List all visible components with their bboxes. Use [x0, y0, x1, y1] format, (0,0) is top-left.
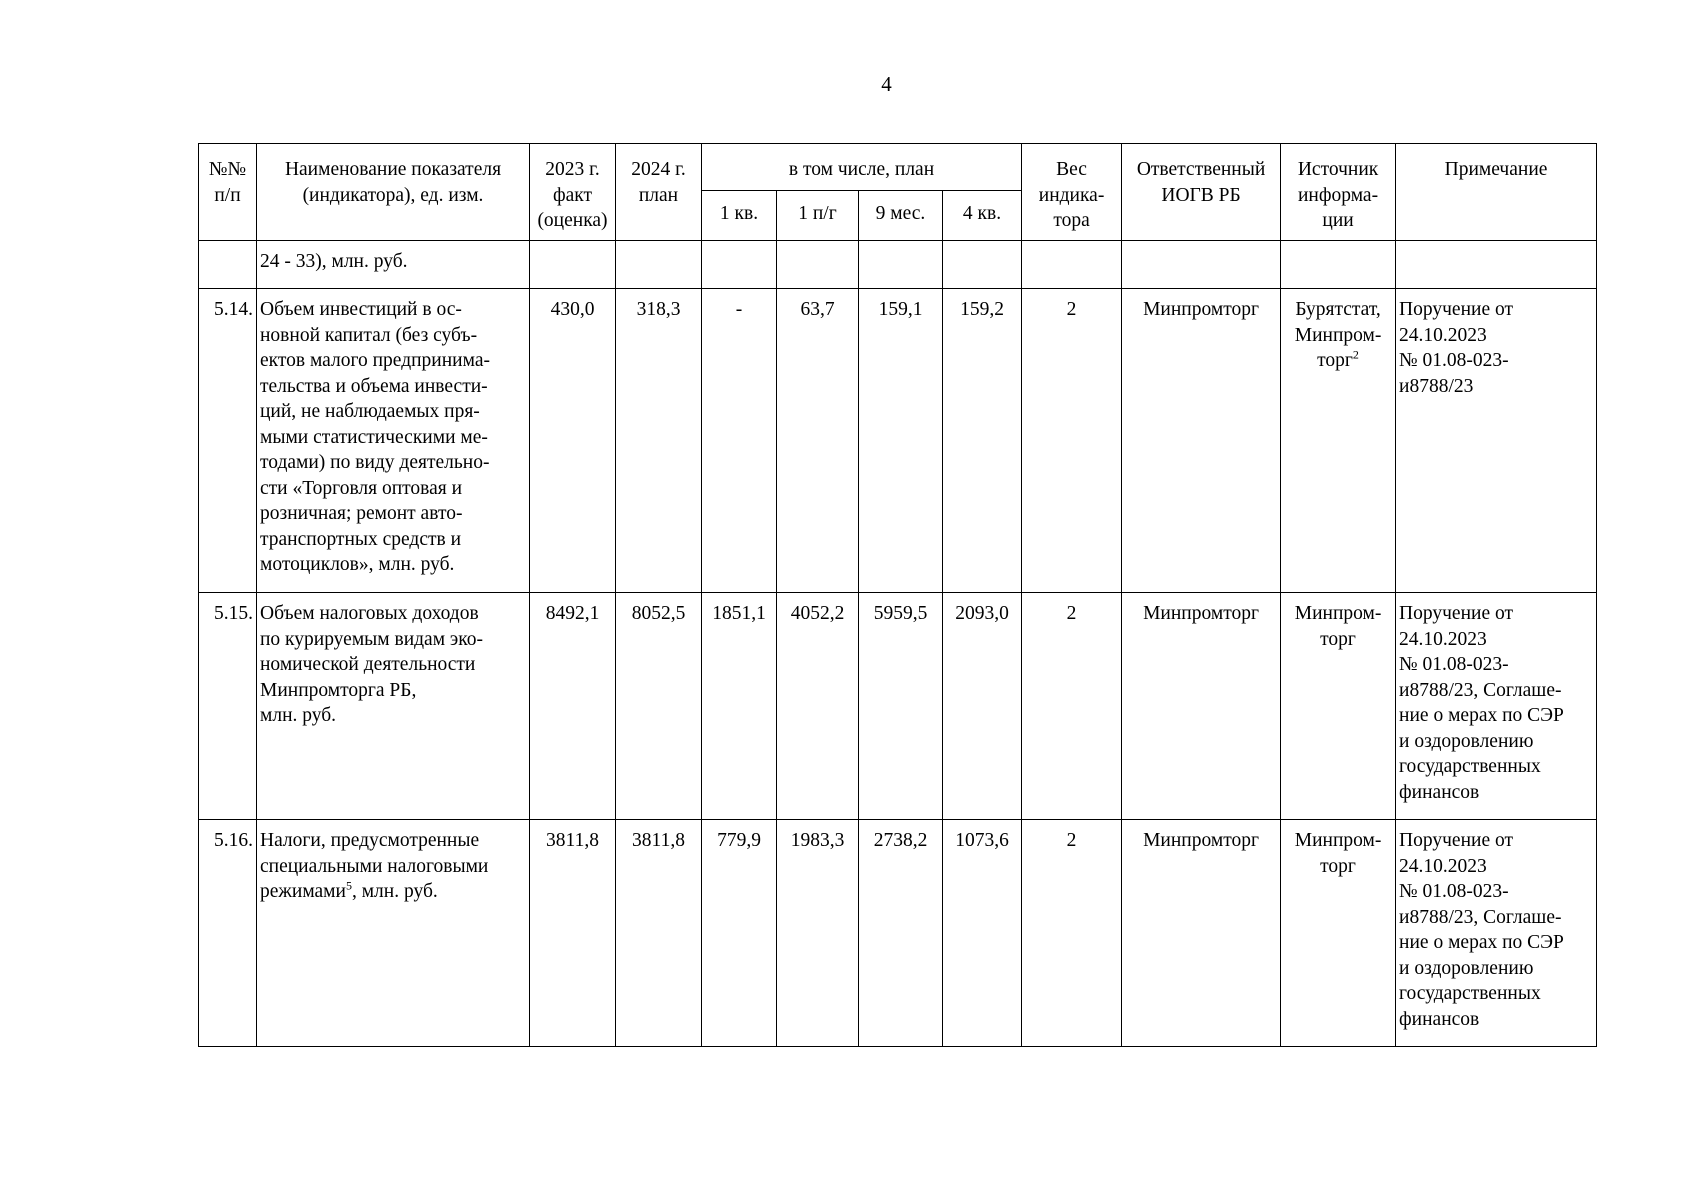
- header-including-plan: в том числе, план: [702, 144, 1022, 191]
- cell-q4: 1073,6: [943, 820, 1022, 1047]
- cell-num: 5.16.: [199, 820, 257, 1047]
- cell-9m: 2738,2: [859, 820, 943, 1047]
- header-plan-2024: 2024 г. план: [616, 144, 702, 241]
- cell-q1: 779,9: [702, 820, 777, 1047]
- cell-fact-2023: 8492,1: [530, 593, 616, 820]
- table-header-row: [199, 144, 1597, 191]
- table-row-continuation: [199, 241, 1597, 289]
- cell-9m: 159,1: [859, 289, 943, 593]
- name-text: Налоги, предусмотренные специальными налоговыми режимами: [260, 830, 489, 902]
- cell-name: [257, 820, 530, 1047]
- cell-plan-2024: 318,3: [616, 289, 702, 593]
- cell-empty: [943, 241, 1022, 289]
- header-num: №№ п/п: [199, 144, 257, 241]
- cell-h1: 63,7: [777, 289, 859, 593]
- cell-q4: 159,2: [943, 289, 1022, 593]
- cell-q4: 2093,0: [943, 593, 1022, 820]
- footnote-mark: 5: [345, 878, 352, 893]
- header-weight: Вес индика- тора: [1022, 144, 1122, 241]
- source-text: Бурятстат, Минпром- торг: [1294, 299, 1382, 371]
- cell-responsible: Минпромторг: [1122, 289, 1281, 593]
- cell-empty: [1281, 241, 1396, 289]
- cell-source: [1281, 289, 1396, 593]
- cell-q1: 1851,1: [702, 593, 777, 820]
- header-note: Примечание: [1396, 144, 1597, 241]
- header-fact-2023: 2023 г. факт (оценка): [530, 144, 616, 241]
- cell-fact-2023: 430,0: [530, 289, 616, 593]
- footnote-mark: 2: [1352, 347, 1359, 362]
- cell-h1: 1983,3: [777, 820, 859, 1047]
- cell-source: Минпром- торг: [1281, 820, 1396, 1047]
- indicators-table: [198, 143, 1597, 1047]
- table-row: [199, 593, 1597, 820]
- cell-empty: [1022, 241, 1122, 289]
- header-q1: 1 кв.: [702, 191, 777, 241]
- cell-weight: 2: [1022, 289, 1122, 593]
- cell-plan-2024: 3811,8: [616, 820, 702, 1047]
- cell-empty: [859, 241, 943, 289]
- cell-num: 5.14.: [199, 289, 257, 593]
- cell-q1: -: [702, 289, 777, 593]
- cell-empty: [530, 241, 616, 289]
- cell-note: Поручение от 24.10.2023 № 01.08-023- и8788/23, Соглаше- ние о мерах по СЭР и оздоровлению государственных финансов: [1396, 593, 1597, 820]
- cell-empty: [777, 241, 859, 289]
- cell-empty: [702, 241, 777, 289]
- cell-source: Минпром- торг: [1281, 593, 1396, 820]
- cell-empty: [616, 241, 702, 289]
- header-9m: 9 мес.: [859, 191, 943, 241]
- cell-responsible: Минпромторг: [1122, 593, 1281, 820]
- cell-weight: 2: [1022, 593, 1122, 820]
- header-responsible: Ответственный ИОГВ РБ: [1122, 144, 1281, 241]
- cell-name: 24 - 33), млн. руб.: [257, 241, 530, 289]
- cell-note: Поручение от 24.10.2023 № 01.08-023- и8788/23: [1396, 289, 1597, 593]
- cell-9m: 5959,5: [859, 593, 943, 820]
- name-unit: , млн. руб.: [351, 881, 438, 902]
- cell-plan-2024: 8052,5: [616, 593, 702, 820]
- page-number: 4: [881, 72, 892, 96]
- header-name: Наименование показателя (индикатора), ед. изм.: [257, 144, 530, 241]
- cell-name: Объем налоговых доходов по курируемым видам эко- номической деятельности Минпромторга РБ, млн. руб.: [257, 593, 530, 820]
- cell-empty: [1122, 241, 1281, 289]
- header-source: Источник информа- ции: [1281, 144, 1396, 241]
- header-q4: 4 кв.: [943, 191, 1022, 241]
- cell-num: [199, 241, 257, 289]
- cell-note: Поручение от 24.10.2023 № 01.08-023- и8788/23, Соглаше- ние о мерах по СЭР и оздоровлению государственных финансов: [1396, 820, 1597, 1047]
- cell-weight: 2: [1022, 820, 1122, 1047]
- table-row: [199, 820, 1597, 1047]
- table-row: [199, 289, 1597, 593]
- header-h1: 1 п/г: [777, 191, 859, 241]
- cell-h1: 4052,2: [777, 593, 859, 820]
- cell-fact-2023: 3811,8: [530, 820, 616, 1047]
- cell-num: 5.15.: [199, 593, 257, 820]
- cell-responsible: Минпромторг: [1122, 820, 1281, 1047]
- cell-empty: [1396, 241, 1597, 289]
- cell-name: Объем инвестиций в ос- новной капитал (без субъ- ектов малого предпринима- тельства и объема инвести- ций, не наблюдаемых пря- мыми статистическими ме- тодами) по виду деятельно- сти «Торговля оптовая и розничная; ремонт авто- транспортных средств и мотоциклов», млн. руб.: [257, 289, 530, 593]
